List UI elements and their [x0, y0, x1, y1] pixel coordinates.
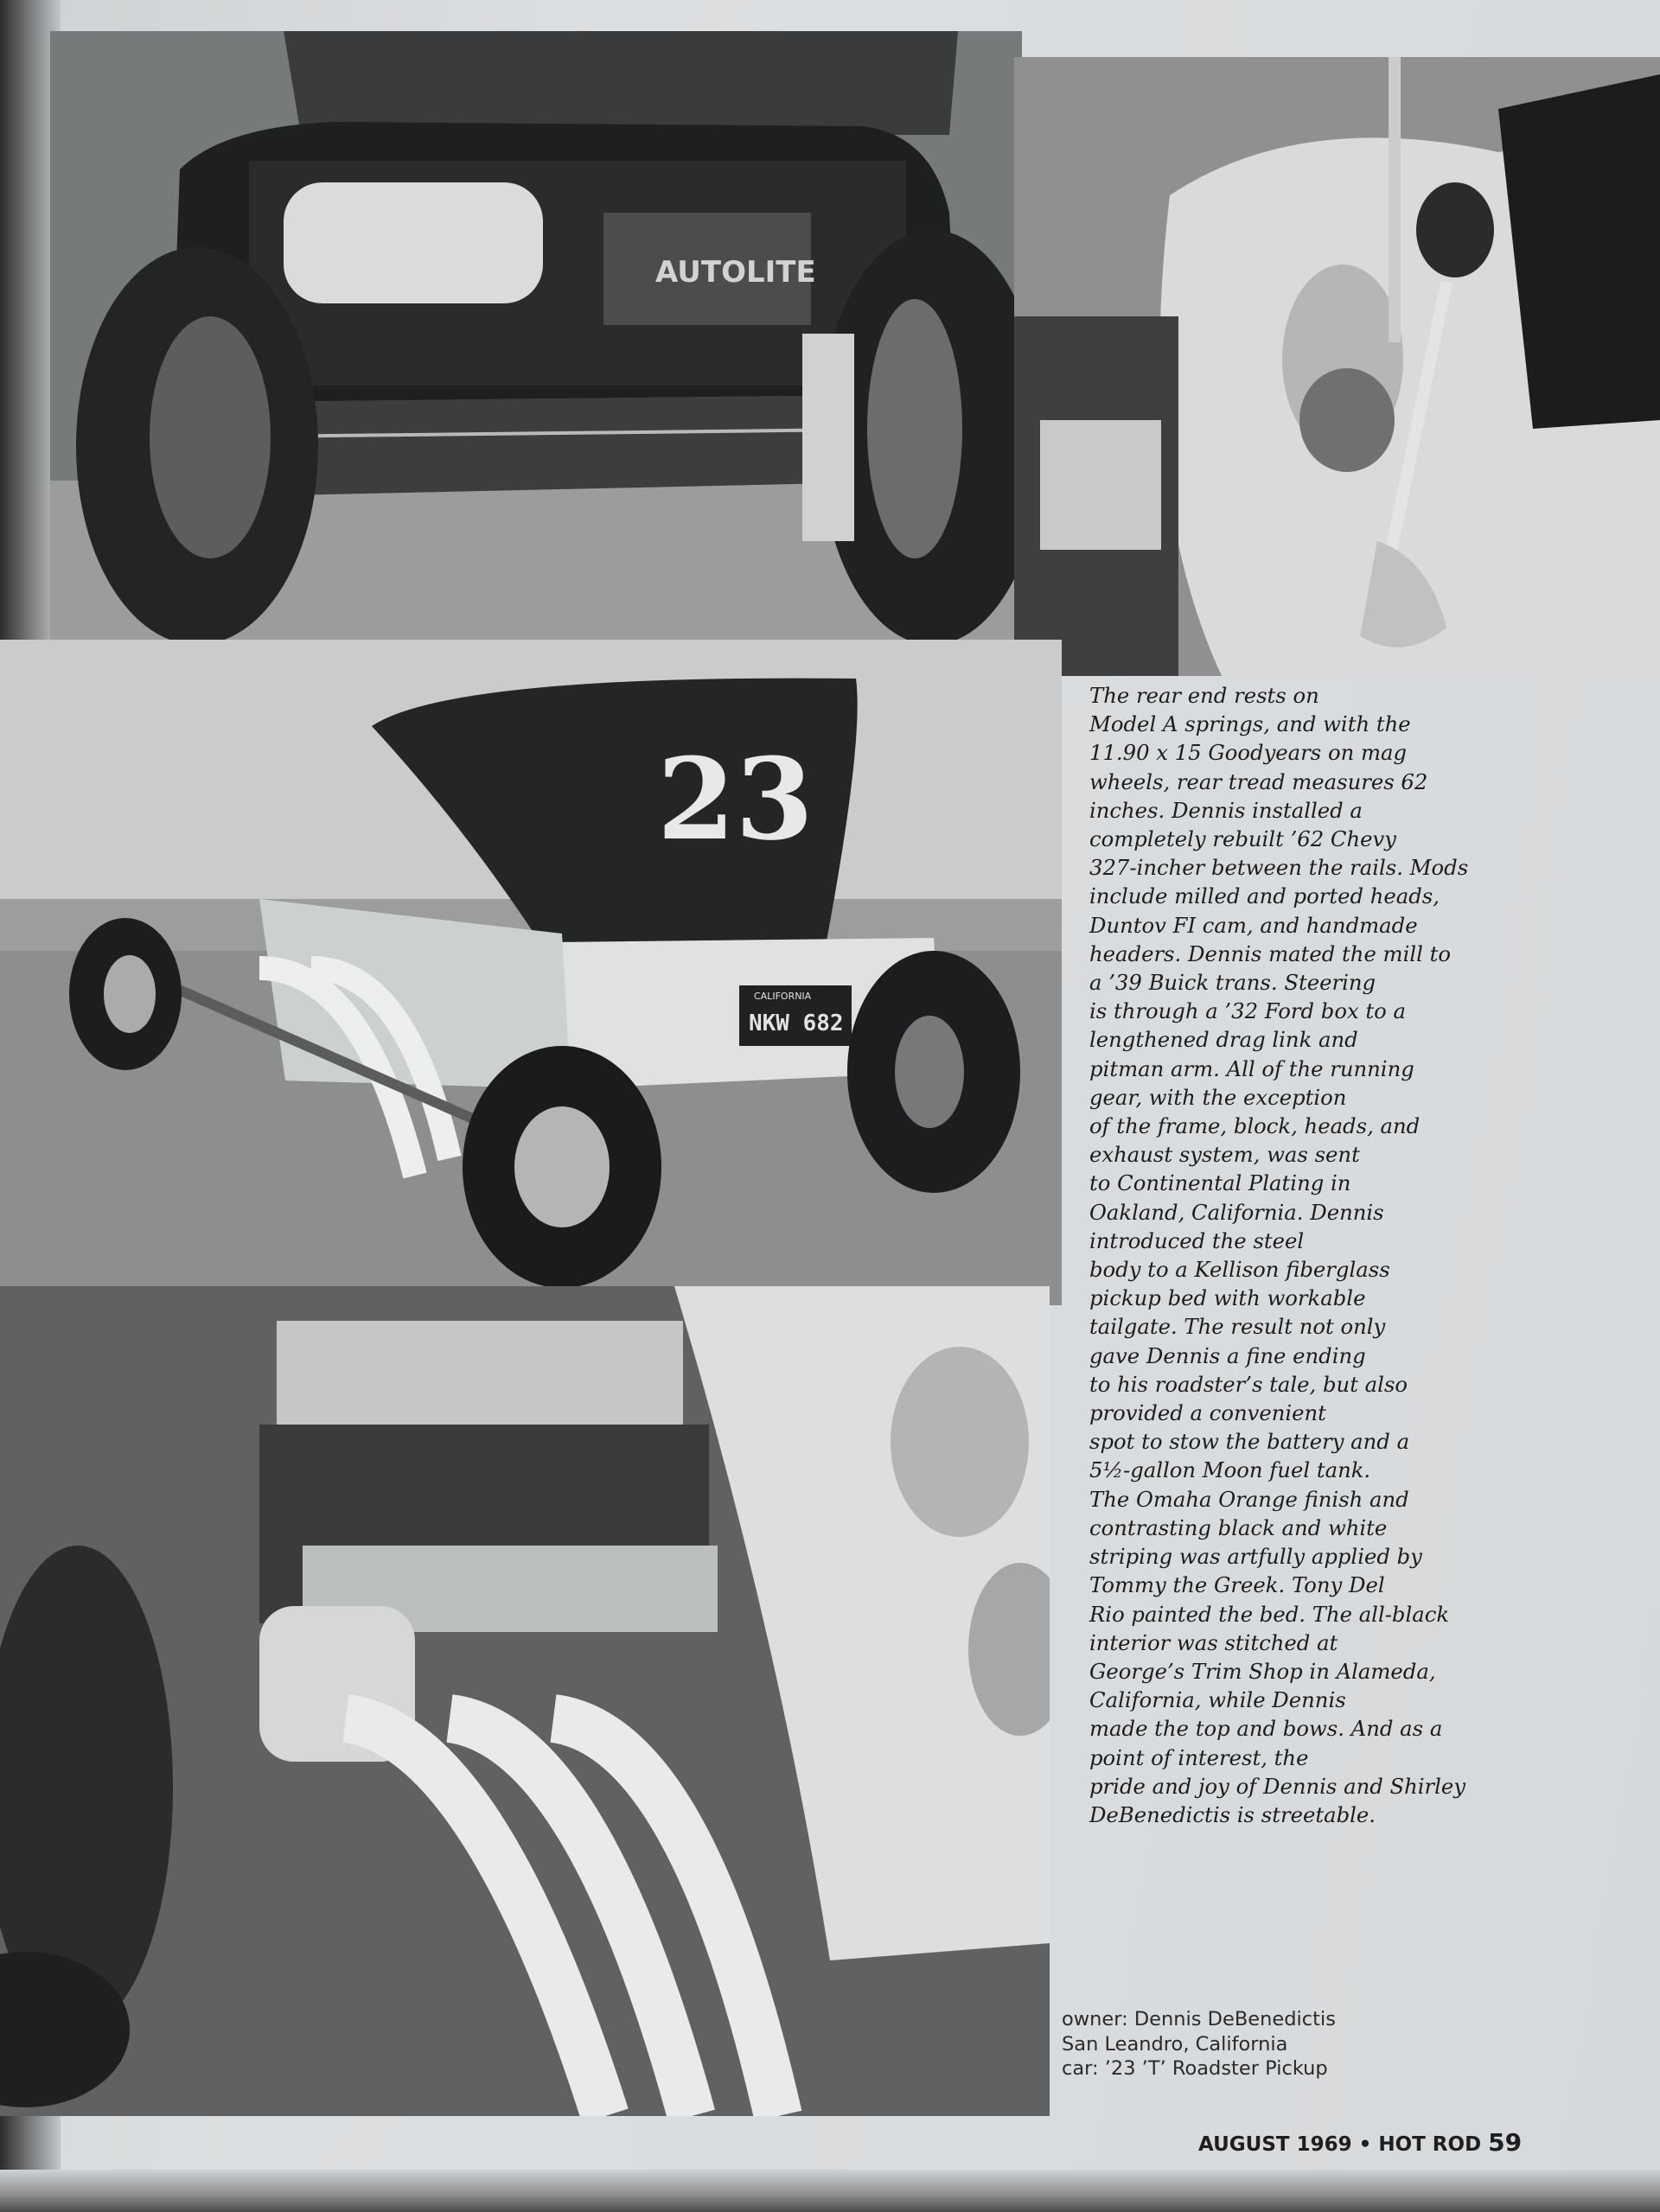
article-line: Model A springs, and with the: [1089, 711, 1411, 737]
article-line: striping was artfully applied by: [1089, 1544, 1422, 1570]
article-line: George’s Trim Shop in Alameda,: [1089, 1658, 1436, 1684]
article-line: interior was stitched at: [1089, 1629, 1338, 1655]
credit-owner: owner: Dennis DeBenedictis: [1062, 2008, 1336, 2030]
article-line: 11.90 x 15 Goodyears on mag: [1089, 740, 1408, 766]
folio-page-number: 59: [1488, 2128, 1523, 2157]
article-line: tailgate. The result not only: [1089, 1314, 1386, 1340]
article-body: [1089, 681, 1496, 1829]
credit-location: San Leandro, California: [1062, 2032, 1288, 2056]
license-plate-state: CALIFORNIA: [754, 991, 812, 1002]
photo-roadster-pickup-image: [0, 640, 1062, 1305]
article-line: provided a convenient: [1089, 1400, 1326, 1426]
photo-roadster-pickup: [0, 640, 1062, 1305]
article-line: pitman arm. All of the running: [1089, 1055, 1414, 1081]
article-line: Tommy the Greek. Tony Del: [1089, 1572, 1385, 1598]
article-line: completely rebuilt ’62 Chevy: [1089, 826, 1396, 852]
article-line: body to a Kellison fiberglass: [1089, 1257, 1390, 1283]
folio-issue: AUGUST 1969 • HOT ROD: [1198, 2133, 1482, 2156]
article-line: pride and joy of Dennis and Shirley: [1089, 1773, 1466, 1799]
article-line: DeBenedictis is streetable.: [1089, 1801, 1376, 1827]
article-line: The Omaha Orange finish and: [1089, 1486, 1409, 1512]
article-line: lengthened drag link and: [1089, 1027, 1358, 1053]
article-line: introduced the steel: [1089, 1227, 1305, 1253]
article-line: spot to stow the battery and a: [1089, 1429, 1410, 1455]
article-line: The rear end rests on: [1089, 683, 1319, 708]
article-line: point of interest, the: [1089, 1744, 1309, 1770]
license-plate-number: NKW 682: [749, 1010, 844, 1036]
article-line: inches. Dennis installed a: [1089, 797, 1363, 823]
article-line: pickup bed with workable: [1089, 1285, 1366, 1311]
photo-cowl-detail: [1014, 57, 1660, 676]
article-line: contrasting black and white: [1089, 1514, 1388, 1540]
article-line: headers. Dennis mated the mill to: [1089, 940, 1452, 966]
article-line: include milled and ported heads,: [1089, 883, 1440, 909]
article-line: wheels, rear tread measures 62: [1089, 768, 1428, 794]
photo-engine-headers: [0, 1286, 1050, 2116]
page-folio: [1198, 2128, 1522, 2157]
article-line: exhaust system, was sent: [1089, 1142, 1360, 1168]
article-line: 5½-gallon Moon fuel tank.: [1089, 1457, 1371, 1483]
car-number: 23: [657, 733, 814, 865]
article-line: California, while Dennis: [1089, 1687, 1346, 1713]
article-line: Oakland, California. Dennis: [1089, 1199, 1384, 1225]
article-line: to his roadster’s tale, but also: [1089, 1371, 1408, 1397]
photo-rear-bed-image: [50, 31, 1022, 647]
article-line: made the top and bows. And as a: [1089, 1716, 1443, 1742]
page-bottom-edge: [0, 2170, 1660, 2212]
article-line: a ’39 Buick trans. Steering: [1089, 970, 1376, 996]
photo-rear-bed: [50, 31, 1022, 647]
article-line: of the frame, block, heads, and: [1089, 1113, 1421, 1139]
article-line: 327-incher between the rails. Mods: [1089, 855, 1469, 881]
article-line: Rio painted the bed. The all-black: [1089, 1601, 1450, 1627]
article-line: Duntov FI cam, and handmade: [1089, 912, 1418, 938]
article-line: to Continental Plating in: [1089, 1170, 1351, 1196]
photo-cowl-detail-image: [1014, 57, 1660, 676]
car-credits: [1062, 2007, 1425, 2081]
article-line: gave Dennis a fine ending: [1089, 1342, 1366, 1368]
article-line: gear, with the exception: [1089, 1084, 1347, 1110]
article-line: is through a ’32 Ford box to a: [1089, 998, 1407, 1024]
battery-label: AUTOLITE: [655, 255, 816, 290]
credit-car: car: ’23 ’T’ Roadster Pickup: [1062, 2057, 1328, 2080]
photo-engine-headers-image: [0, 1286, 1050, 2116]
